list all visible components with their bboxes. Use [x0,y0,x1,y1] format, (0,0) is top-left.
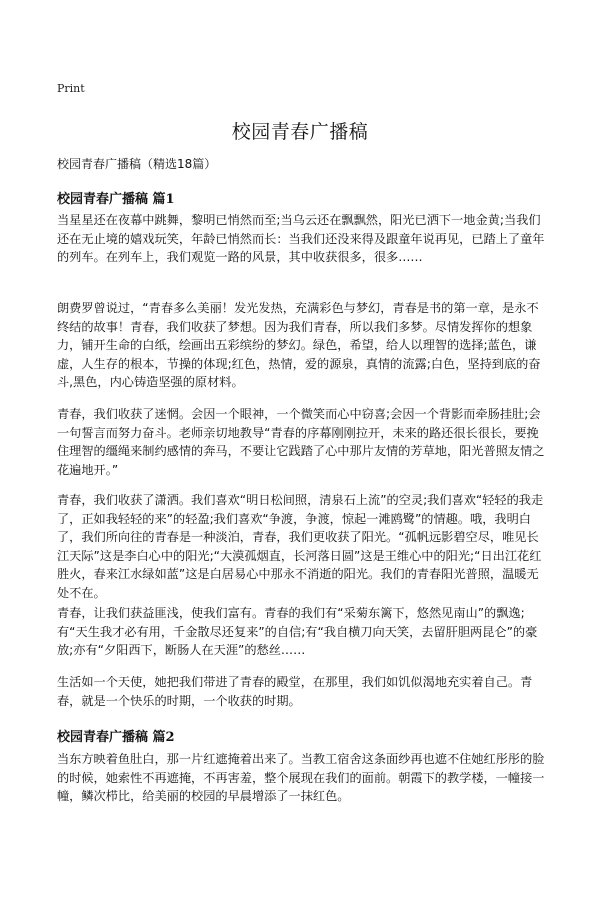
paragraph: 青春，我们收获了潇洒。我们喜欢“明日松间照，清泉石上流”的空灵;我们喜欢“轻轻的我走了，正如我轻轻的来”的轻盈;我们喜欢“争渡，争渡，惊起一滩鸥鹭”的情趣。哦，我明白了，我们所向往的青春是一种淡泊，青春，我们更收获了阳光。“孤帆远影碧空尽，唯见长江天际”这是李白心中的阳光;“大漠孤烟直，长河落日圆”这是王维心中的阳光;“日出江花红胜火，春来江水绿如蓝”这是白居易心中那永不消逝的阳光。我们的青春阳光普照，温暖无处不在。 [57,493,544,600]
paragraph: 当东方映着鱼肚白，那一片红遮掩着出来了。当教工宿舍这条面纱再也遮不住她红彤彤的脸的时候，她索性不再遮掩，不再害羞，整个展现在我们的面前。朝霞下的教学楼，一幢接一幢，鳞次栉比，给美丽的校园的早晨增添了一抹红色。 [57,752,545,804]
print-label: Print [57,82,85,95]
paragraph: 青春，让我们获益匪浅，使我们富有。青春的我们有“采菊东篱下，悠然见南山”的飘逸;有“天生我才必有用，千金散尽还复来”的自信;有“我自横刀向天笑，去留肝胆两昆仑”的豪放;亦有“夕阳西下，断肠人在天涯”的愁丝…… [57,606,538,658]
section-heading-2: 校园青春广播稿 篇2 [57,730,175,745]
section-heading-1: 校园青春广播稿 篇1 [57,192,175,207]
document-title: 校园青春广播稿 [231,121,369,143]
paragraph: 生活如一个天使，她把我们带进了青春的殿堂，在那里，我们如饥似渴地充实着自己。青春，就是一个快乐的时期，一个收获的时期。 [57,675,533,708]
document-subtitle: 校园青春广播稿（精选18篇） [57,157,217,171]
paragraph: 当星星还在夜幕中跳舞，黎明已悄然而至;当乌云还在飘飘然，阳光已洒下一地金黄;当我们还在无止境的嬉戏玩笑，年龄已悄然而长：当我们还没来得及跟童年说再见，已踏上了童年的列车。在列车上，我们观览一路的风景，其中收获很多，很多…… [57,213,545,265]
paragraph: 青春，我们收获了迷惘。会因一个眼神，一个微笑而心中窃喜;会因一个背影而牵肠挂肚;会一句誓言而努力奋斗。老师亲切地教导“青春的序幕刚刚拉开，未来的路还很长很长，要挽住理智的缰绳来制约感情的奔马，不要让它践踏了心中那片友情的芳草地，阳光普照友情之花遍地开。” [57,407,545,477]
paragraph: 朗费罗曾说过，“青春多么美丽！发光发热，充满彩色与梦幻，青春是书的第一章，是永不终结的故事！青春，我们收获了梦想。因为我们青春，所以我们多梦。尽情发挥你的想象力，铺开生命的白纸，绘画出五彩缤纷的梦幻。绿色，希望，给人以理智的选择;蓝色，谦虚，人生存的根本，节操的体现;红色，热情，爱的源泉，真情的流露;白色，坚持到底的奋斗,黑色，内心铸造坚强的原材料。 [57,301,541,390]
